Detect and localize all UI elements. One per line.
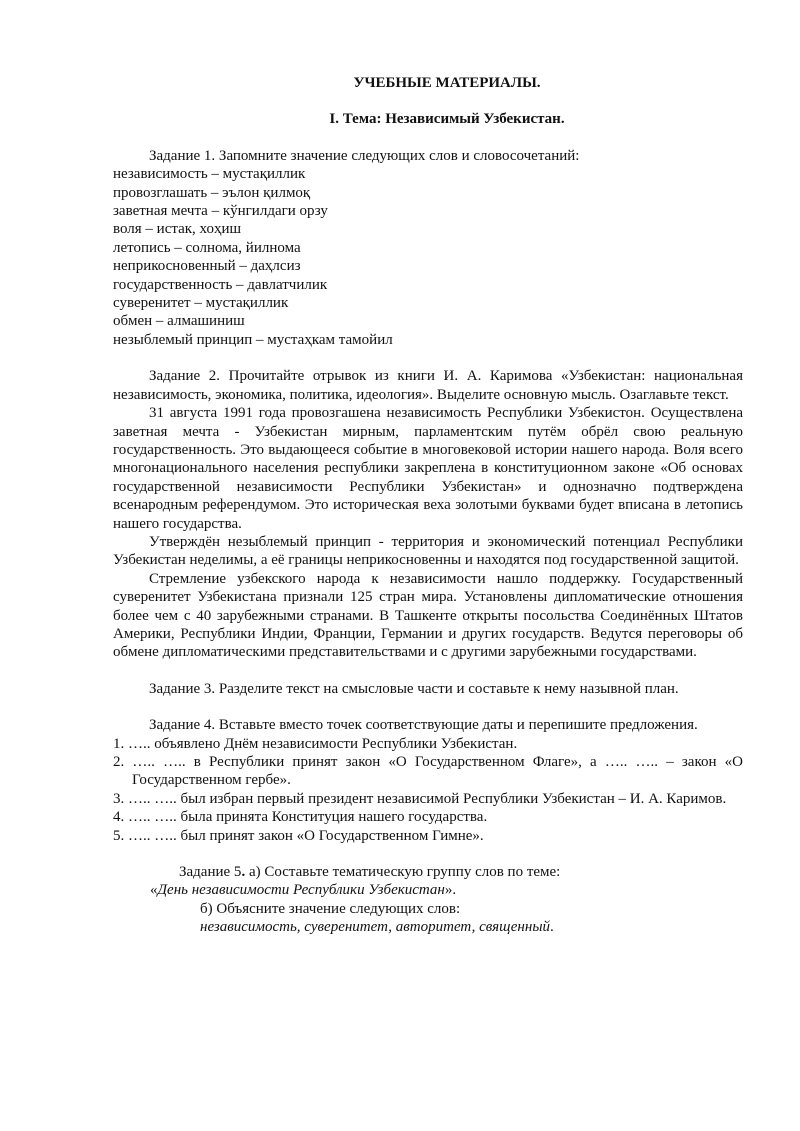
text-paragraph: Утверждён незыблемый принцип - территория и экономический потенциал Республики Узбекистан неделимы, а её границы неприкосновенны и находятся под государственной защитой.: [113, 533, 743, 569]
vocab-item: летопись – солнома, йилнома: [113, 239, 301, 256]
vocab-item: заветная мечта – кўнгилдаги орзу: [113, 203, 328, 220]
vocab-item: неприкосновенный – даҳлсиз: [113, 258, 301, 275]
task-5: [113, 863, 743, 937]
task-5-part-a: а) Составьте тематическую группу слов по теме:: [245, 864, 561, 881]
vocab-item: обмен – алмашиниш: [113, 313, 245, 330]
quote-close: ».: [444, 882, 457, 899]
task-4-list: [113, 735, 743, 845]
vocab-item: государственность – давлатчилик: [113, 276, 328, 293]
list-item: 2. ….. ….. в Республики принят закон «О Государственном Флаге», а ….. ….. – закон «О Государственном гербе».: [113, 754, 743, 789]
vocab-item: суверенитет – мустақиллик: [113, 295, 289, 312]
quote-open: «: [150, 882, 158, 899]
task-5-part-b: б) Объясните значение следующих слов:: [200, 900, 461, 917]
task-1-heading: Задание 1. Запомните значение следующих слов и словосочетаний:: [149, 147, 580, 164]
list-item: 3. ….. ….. был избран первый президент независимой Республики Узбекистан – И. А. Каримов.: [113, 790, 727, 807]
task-5-label: Задание 5: [179, 864, 242, 881]
vocab-item: провозглашать – эълон қилмоқ: [113, 184, 311, 201]
task-2-heading: Задание 2. Прочитайте отрывок из книги И. А. Каримова «Узбекистан: национальная независимость, экономика, политика, идеология». Выделите основную мысль. Озаглавьте текст.: [113, 368, 743, 403]
list-item: 1. ….. объявлено Днём независимости Республики Узбекистан.: [113, 735, 518, 752]
task-4: [113, 716, 743, 845]
text-paragraph: Стремление узбекского народа к независимости нашло поддержку. Государственный суверенитет Узбекистана признали 125 стран мира. Установлены дипломатические отношения более чем с 40 зарубежными странами. В Ташкенте открыты посольства Соединённых Штатов Америки, Республики Индии, Франции, Германии и других государств. Ведутся переговоры об обмене дипломатическими представительствами и с другими зарубежными государствами.: [113, 570, 743, 661]
task-2: [113, 367, 743, 662]
theme-text: День независимости Республики Узбекистан: [157, 882, 445, 899]
list-item: 4. ….. ….. была принята Конституция нашего государства.: [113, 809, 488, 826]
task-5-heading: [113, 863, 743, 881]
words-end: .: [549, 919, 554, 936]
task-5-words: [113, 918, 743, 936]
task-5-theme: [113, 881, 743, 899]
task-5-dot: .: [241, 864, 246, 881]
topic-heading: I. Тема: Независимый Узбекистан.: [329, 111, 565, 128]
list-item: 5. ….. ….. был принят закон «О Государственном Гимне».: [113, 827, 484, 844]
task-1: [113, 147, 743, 349]
task-3-heading: Задание 3. Разделите текст на смысловые части и составьте к нему назывной план.: [149, 680, 679, 697]
document-page: [113, 74, 743, 937]
vocab-item: незыблемый принцип – мустаҳкам тамойил: [113, 331, 393, 348]
task-4-heading: Задание 4. Вставьте вместо точек соответствующие даты и перепишите предложения.: [149, 717, 698, 734]
task-3: [113, 680, 743, 698]
vocab-item: независимость – мустақиллик: [113, 166, 306, 183]
text-paragraph: 31 августа 1991 года провозгашена независимость Республики Узбекистон. Осуществлена заветная мечта - Узбекистан мирным, парламентским путём обрёл свою реальную государственность. Это выдающееся событие в многовековой истории нашего народа. Воля всего многонационального населения республики закреплена в конституционном законе «Об основах государственной независимости Республики Узбекистан» и однозначно подтверждена всенародным референдумом. Это историческая веха золотыми буквами будет вписана в летопись нашего государства.: [113, 405, 743, 532]
words-to-explain: независимость, суверенитет, авторитет, священный: [200, 919, 550, 936]
vocab-item: воля – истак, хоҳиш: [113, 221, 242, 238]
document-title: УЧЕБНЫЕ МАТЕРИАЛЫ.: [353, 75, 541, 91]
